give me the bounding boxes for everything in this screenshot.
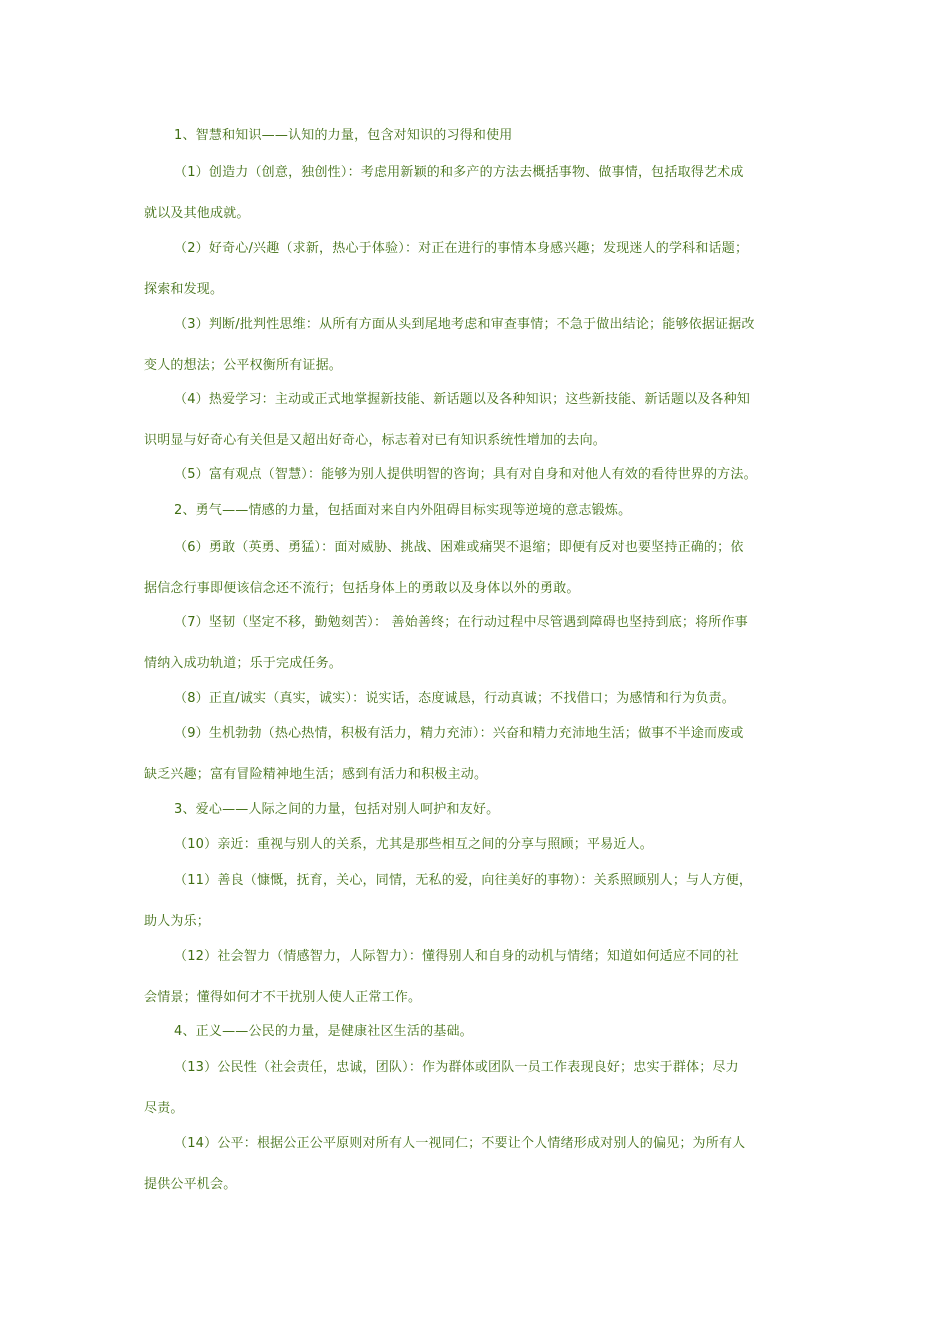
item-12-line-1: （12）社会智力（情感智力，人际智力）：懂得别人和自身的动机与情绪；知道如何适应不同的社	[174, 949, 739, 964]
item-11-line-1: （11）善良（慷慨，抚育，关心，同情，无私的爱，向往美好的事物）：关系照顾别人；与人方便，	[174, 873, 753, 888]
section-heading-3: 3、爱心——人际之间的力量，包括对别人呵护和友好。	[174, 802, 500, 817]
item-5-line-1: （5）富有观点（智慧）：能够为别人提供明智的咨询；具有对自身和对他人有效的看待世界的方法。	[174, 467, 757, 482]
item-11-line-2: 助人为乐；	[144, 914, 211, 929]
item-3-line-2: 变人的想法；公平权衡所有证据。	[144, 358, 343, 373]
item-4-line-1: （4）热爱学习：主动或正式地掌握新技能、新话题以及各种知识；这些新技能、新话题以及各种知	[174, 392, 751, 407]
section-heading-2: 2、勇气——情感的力量，包括面对来自内外阻碍目标实现等逆境的意志锻炼。	[174, 503, 632, 518]
item-14-line-1: （14）公平：根据公正公平原则对所有人一视同仁；不要让个人情绪形成对别人的偏见；为所有人	[174, 1136, 746, 1151]
item-14-line-2: 提供公平机会。	[144, 1177, 237, 1192]
item-7-line-2: 情纳入成功轨道；乐于完成任务。	[144, 656, 343, 671]
item-6-line-1: （6）勇敢（英勇、勇猛）：面对威胁、挑战、困难或痛哭不退缩；即便有反对也要坚持正确的；依	[174, 540, 744, 555]
item-13-line-1: （13）公民性（社会责任，忠诚，团队）：作为群体或团队一员工作表现良好；忠实于群体；尽力	[174, 1060, 739, 1075]
section-heading-4: 4、正义——公民的力量，是健康社区生活的基础。	[174, 1024, 473, 1039]
item-1-line-2: 就以及其他成就。	[144, 206, 250, 221]
item-2-line-1: （2）好奇心/兴趣（求新，热心于体验）：对正在进行的事情本身感兴趣；发现迷人的学科和话题；	[174, 241, 749, 256]
item-9-line-2: 缺乏兴趣；富有冒险精神地生活；感到有活力和积极主动。	[144, 767, 488, 782]
section-heading-1: 1、智慧和知识——认知的力量，包含对知识的习得和使用	[174, 128, 513, 143]
item-13-line-2: 尽责。	[144, 1101, 184, 1116]
item-12-line-2: 会情景；懂得如何才不干扰别人使人正常工作。	[144, 990, 422, 1005]
item-7-line-1: （7）坚韧（坚定不移，勤勉刻苦）： 善始善终；在行动过程中尽管遇到障碍也坚持到底；将所作事	[174, 615, 748, 630]
item-1-line-1: （1）创造力（创意，独创性）：考虑用新颖的和多产的方法去概括事物、做事情，包括取得艺术成	[174, 165, 744, 180]
item-8-line-1: （8）正直/诚实（真实，诚实）：说实话，态度诚恳，行动真诚；不找借口；为感情和行为负责。	[174, 691, 735, 706]
item-6-line-2: 据信念行事即便该信念还不流行；包括身体上的勇敢以及身体以外的勇敢。	[144, 581, 580, 596]
item-4-line-2: 识明显与好奇心有关但是又超出好奇心，标志着对已有知识系统性增加的去向。	[144, 433, 607, 448]
item-2-line-2: 探索和发现。	[144, 282, 224, 297]
item-10-line-1: （10）亲近：重视与别人的关系，尤其是那些相互之间的分享与照顾；平易近人。	[174, 837, 653, 852]
item-9-line-1: （9）生机勃勃（热心热情，积极有活力，精力充沛）：兴奋和精力充沛地生活；做事不半途而废或	[174, 726, 744, 741]
item-3-line-1: （3）判断/批判性思维：从所有方面从头到尾地考虑和审查事情；不急于做出结论；能够依据证据改	[174, 317, 755, 332]
